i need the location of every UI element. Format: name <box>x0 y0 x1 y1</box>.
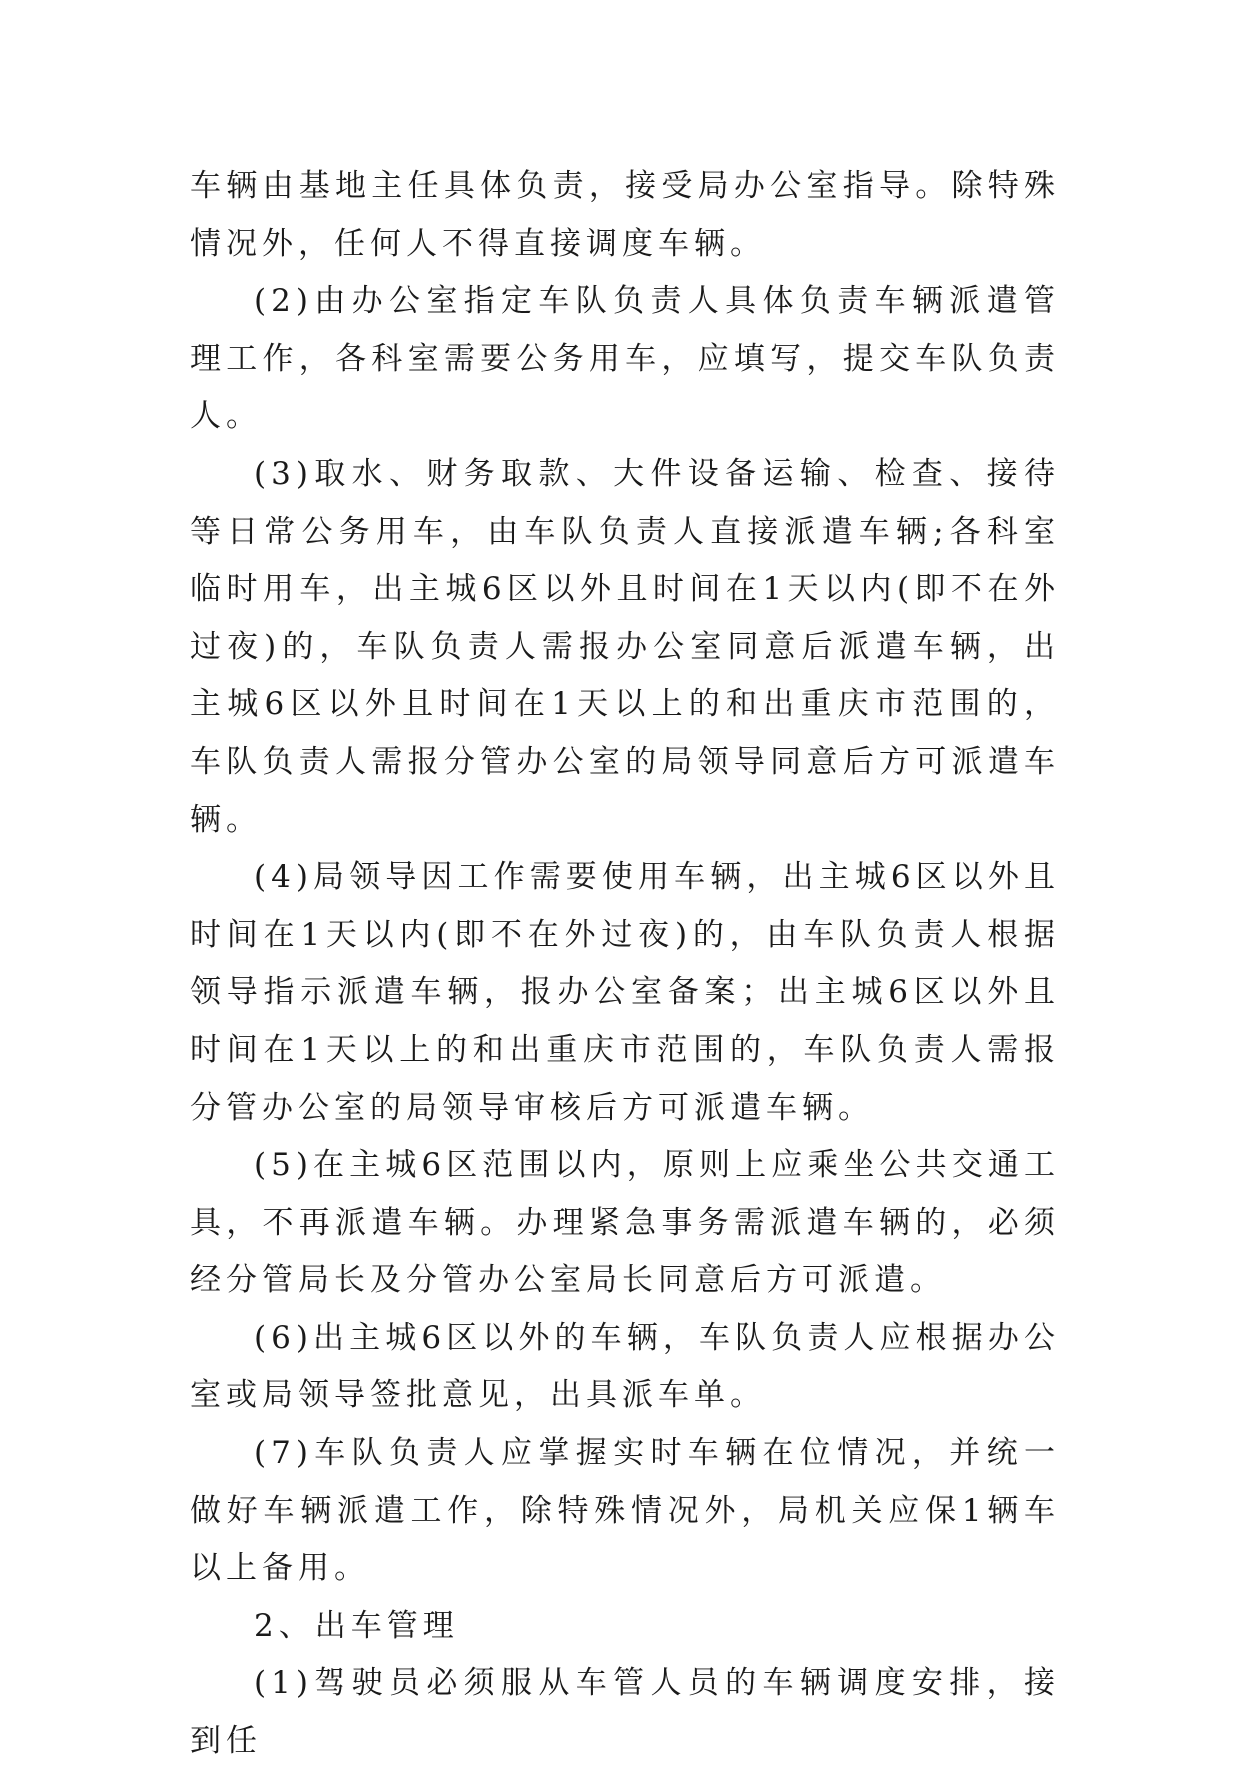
paragraph-item-5-within-main-city: (5)在主城6区范围以内，原则上应乘坐公共交通工具，不再派遣车辆。办理紧急事务需派遣车辆的，必须经分管局长及分管办公室局长同意后方可派遣。 <box>190 1147 1060 1299</box>
paragraph-departure-item-1: (1)驾驶员必须服从车管人员的车辆调度安排，接到任 <box>190 1665 1060 1760</box>
paragraph-item-3-daily-official-use: (3)取水、财务取款、大件设备运输、检查、接待等日常公务用车，由车队负责人直接派遣车辆;各科室临时用车，出主城6区以外且时间在1天以内(即不在外过夜)的，车队负责人需报办公室同意后派遣车辆，出主城6区以外且时间在1天以上的和出重庆市范围的，车队负责人需报分管办公室的局领导同意后方可派遣车辆。 <box>190 455 1060 838</box>
document-body <box>190 158 1060 1771</box>
section-heading-vehicle-departure: 2、出车管理 <box>254 1607 459 1644</box>
paragraph-item-6-dispatch-slip: (6)出主城6区以外的车辆，车队负责人应根据办公室或局领导签批意见，出具派车单。 <box>190 1319 1060 1414</box>
paragraph-item-2-dispatch-manager: (2)由办公室指定车队负责人具体负责车辆派遣管理工作，各科室需要公务用车，应填写，提交车队负责人。 <box>190 283 1060 435</box>
paragraph-vehicle-responsibility: 车辆由基地主任具体负责，接受局办公室指导。除特殊情况外，任何人不得直接调度车辆。 <box>190 168 1060 262</box>
paragraph-item-4-leader-use: (4)局领导因工作需要使用车辆，出主城6区以外且时间在1天以内(即不在外过夜)的，由车队负责人根据领导指示派遣车辆，报办公室备案；出主城6区以外且时间在1天以上的和出重庆市范围的，车队负责人需报分管办公室的局领导审核后方可派遣车辆。 <box>190 859 1060 1126</box>
paragraph-item-7-standby-vehicle: (7)车队负责人应掌握实时车辆在位情况，并统一做好车辆派遣工作，除特殊情况外，局机关应保1辆车以上备用。 <box>190 1435 1060 1587</box>
